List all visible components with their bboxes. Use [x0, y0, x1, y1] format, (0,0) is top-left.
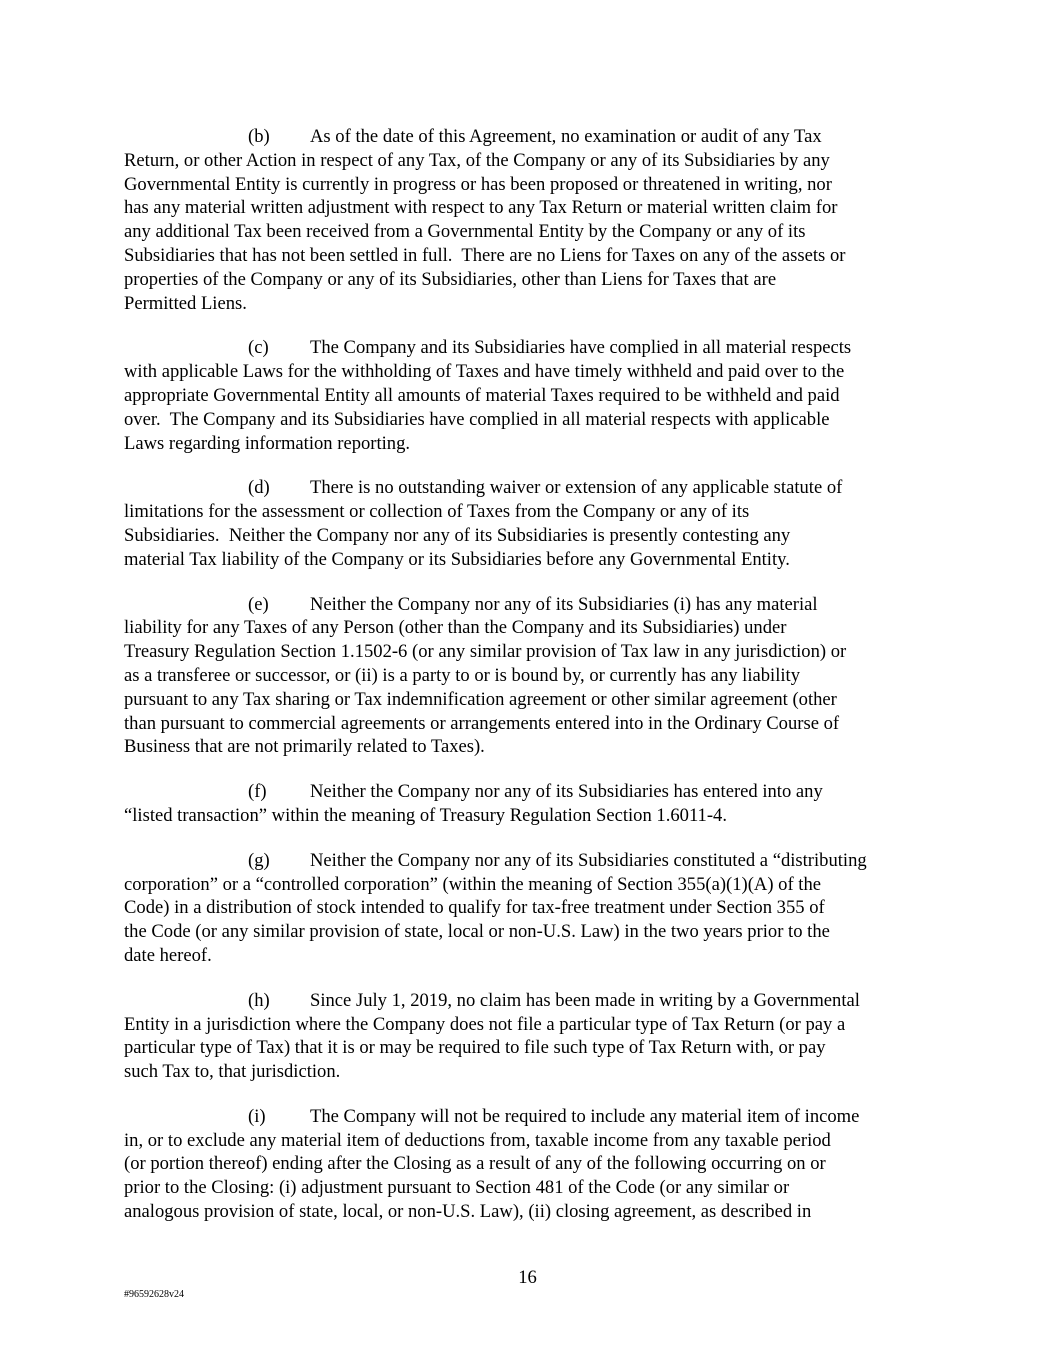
- paragraph-line: the Code (or any similar provision of state, local or non-U.S. Law) in the two years prior to the: [124, 921, 830, 943]
- paragraph-line: (or portion thereof) ending after the Closing as a result of any of the following occurring on or: [124, 1153, 826, 1175]
- paragraph-line: Return, or other Action in respect of any Tax, of the Company or any of its Subsidiaries by any: [124, 149, 830, 171]
- paragraph: [124, 476, 936, 571]
- paragraph-first-line-text: Since July 1, 2019, no claim has been made in writing by a Governmental: [310, 989, 860, 1011]
- paragraph-first-line: [124, 476, 936, 500]
- paragraph-line: prior to the Closing: (i) adjustment pursuant to Section 481 of the Code (or any similar or: [124, 1177, 790, 1199]
- paragraph-first-line: [124, 593, 936, 617]
- paragraph-line: “listed transaction” within the meaning of Treasury Regulation Section 1.6011-4.: [124, 804, 727, 826]
- paragraph-line: corporation” or a “controlled corporation” (within the meaning of Section 355(a)(1)(A) of the: [124, 873, 822, 895]
- paragraph-label: (f): [248, 781, 267, 803]
- paragraph-line: than pursuant to commercial agreements or arrangements entered into in the Ordinary Course of: [124, 712, 840, 734]
- paragraph-first-line: [124, 989, 936, 1013]
- paragraph-line: such Tax to, that jurisdiction.: [124, 1061, 341, 1083]
- paragraph-line: Subsidiaries that has not been settled in full. There are no Liens for Taxes on any of the assets or: [124, 244, 846, 266]
- paragraph-label: (d): [248, 477, 270, 499]
- paragraph-first-line-text: Neither the Company nor any of its Subsidiaries constituted a “distributing: [310, 849, 867, 871]
- paragraph-line: Laws regarding information reporting.: [124, 432, 411, 454]
- paragraph-line: Entity in a jurisdiction where the Company does not file a particular type of Tax Return (or pay a: [124, 1013, 846, 1035]
- paragraph-label: (i): [248, 1105, 266, 1127]
- paragraph-line: Code) in a distribution of stock intended to qualify for tax-free treatment under Section 355 of: [124, 897, 825, 919]
- paragraph-line: with applicable Laws for the withholding of Taxes and have timely withheld and paid over to the: [124, 361, 845, 383]
- paragraph: [124, 336, 936, 455]
- paragraph-line: Permitted Liens.: [124, 292, 247, 314]
- paragraph-line: appropriate Governmental Entity all amounts of material Taxes required to be withheld and paid: [124, 384, 840, 406]
- paragraph-line: over. The Company and its Subsidiaries have complied in all material respects with applicable: [124, 408, 830, 430]
- paragraph-line: properties of the Company or any of its Subsidiaries, other than Liens for Taxes that are: [124, 268, 777, 290]
- page-number: 16: [518, 1267, 537, 1288]
- paragraph-label: (g): [248, 849, 270, 871]
- paragraph-label: (e): [248, 593, 269, 615]
- paragraph-first-line: [124, 849, 936, 873]
- paragraph-line: material Tax liability of the Company or its Subsidiaries before any Governmental Entity.: [124, 548, 790, 570]
- paragraph-line: date hereof.: [124, 944, 212, 966]
- paragraph-first-line: [124, 780, 936, 804]
- paragraph-label: (b): [248, 126, 270, 147]
- document-id: #96592628v24: [124, 1289, 184, 1300]
- paragraph-line: limitations for the assessment or collection of Taxes from the Company or any of its: [124, 501, 750, 523]
- paragraph-line: particular type of Tax) that it is or may be required to file such type of Tax Return with, or pay: [124, 1037, 826, 1059]
- paragraph: [124, 1105, 936, 1224]
- paragraph: [124, 125, 936, 315]
- document-body: [124, 125, 936, 1245]
- paragraph-first-line-text: The Company will not be required to include any material item of income: [310, 1105, 860, 1127]
- paragraph: [124, 780, 936, 828]
- paragraph: [124, 593, 936, 760]
- paragraph-line: Treasury Regulation Section 1.1502-6 (or any similar provision of Tax law in any jurisdiction) or: [124, 641, 847, 663]
- paragraph: [124, 849, 936, 968]
- paragraph-label: (h): [248, 989, 270, 1011]
- paragraph-first-line-text: Neither the Company nor any of its Subsidiaries has entered into any: [310, 781, 823, 803]
- paragraph-line: liability for any Taxes of any Person (other than the Company and its Subsidiaries) under: [124, 617, 787, 639]
- paragraph-line: Business that are not primarily related to Taxes).: [124, 736, 485, 758]
- paragraph: [124, 989, 936, 1084]
- paragraph-first-line: [124, 125, 936, 149]
- paragraph-line: as a transferee or successor, or (ii) is a party to or is bound by, or currently has any liability: [124, 664, 801, 686]
- paragraph-first-line-text: As of the date of this Agreement, no examination or audit of any Tax: [310, 126, 822, 147]
- paragraph-first-line: [124, 336, 936, 360]
- paragraph-line: in, or to exclude any material item of deductions from, taxable income from any taxable period: [124, 1129, 831, 1151]
- paragraph-first-line-text: The Company and its Subsidiaries have complied in all material respects: [310, 337, 852, 359]
- paragraph-line: has any material written adjustment with respect to any Tax Return or material written claim for: [124, 197, 838, 219]
- paragraph-first-line-text: There is no outstanding waiver or extension of any applicable statute of: [310, 477, 843, 499]
- paragraph-line: Subsidiaries. Neither the Company nor any of its Subsidiaries is presently contesting any: [124, 524, 791, 546]
- paragraph-label: (c): [248, 337, 269, 359]
- paragraph-line: any additional Tax been received from a Governmental Entity by the Company or any of its: [124, 221, 806, 243]
- paragraph-line: analogous provision of state, local, or non-U.S. Law), (ii) closing agreement, as described in: [124, 1201, 812, 1223]
- paragraph-line: pursuant to any Tax sharing or Tax indemnification agreement or other similar agreement (other: [124, 688, 837, 710]
- paragraph-first-line: [124, 1105, 936, 1129]
- paragraph-first-line-text: Neither the Company nor any of its Subsidiaries (i) has any material: [310, 593, 818, 615]
- paragraph-line: Governmental Entity is currently in progress or has been proposed or threatened in writing, nor: [124, 173, 832, 195]
